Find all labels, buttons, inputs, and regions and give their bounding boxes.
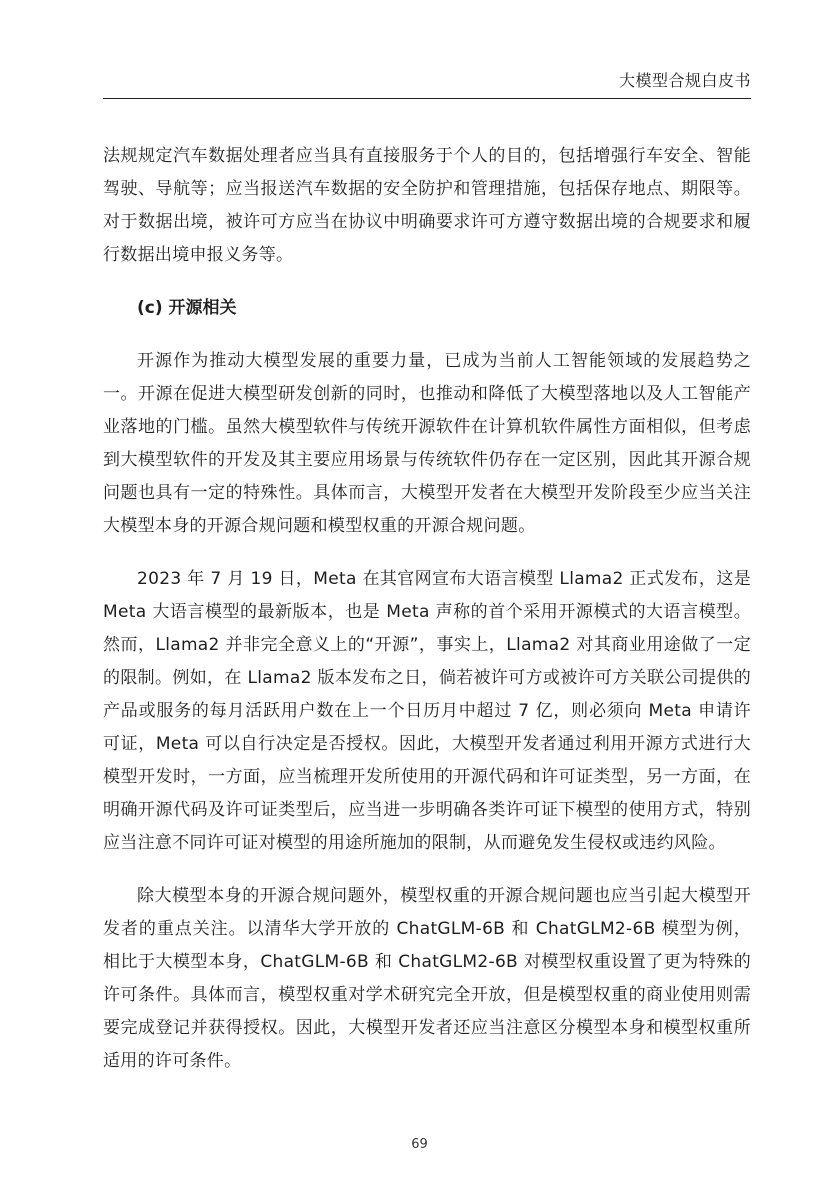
section-heading: (c) 开源相关 (137, 298, 237, 318)
header-title: 大模型合规白皮书 (618, 71, 751, 90)
paragraph-4: 除大模型本身的开源合规问题外，模型权重的开源合规问题也应当引起大模型开发者的重点关注。以清华大学开放的 ChatGLM-6B 和 ChatGLM2-6B 模型为例，相比于大模型本身，ChatGLM-6B 和 ChatGLM2-6B 对模型权重设置了更为特殊的许可条件。具体而言，模型权重对学术研究完全开放，但是模型权重的商业使用则需要完成登记并获得授权。因此，大模型开发者还应当注意区分模型本身和模型权重所适用的许可条件。 (103, 886, 751, 1071)
page-number: 69 (411, 1137, 428, 1152)
header-divider (103, 98, 751, 99)
paragraph-2: 开源作为推动大模型发展的重要力量，已成为当前人工智能领域的发展趋势之一。开源在促进大模型研发创新的同时，也推动和降低了大模型落地以及人工智能产业落地的门槛。虽然大模型软件与传统开源软件在计算机软件属性方面相似，但考虑到大模型软件的开发及其主要应用场景与传统软件仍存在一定区别，因此其开源合规问题也具有一定的特殊性。具体而言，大模型开发者在大模型开发阶段至少应当关注大模型本身的开源合规问题和模型权重的开源合规问题。 (103, 351, 751, 536)
page-body (103, 140, 751, 1078)
paragraph-1: 法规规定汽车数据处理者应当具有直接服务于个人的目的，包括增强行车安全、智能驾驶、导航等；应当报送汽车数据的安全防护和管理措施，包括保存地点、期限等。对于数据出境，被许可方应当在协议中明确要求许可方遵守数据出境的合规要求和履行数据出境申报义务等。 (103, 146, 751, 265)
paragraph-3: 2023 年 7 月 19 日，Meta 在其官网宣布大语言模型 Llama2 正式发布，这是 Meta 大语言模型的最新版本，也是 Meta 声称的首个采用开源模式的大语言模型。然而，Llama2 并非完全意义上的“开源”，事实上，Llama2 对其商业用途做了一定的限制。例如，在 Llama2 版本发布之日，倘若被许可方或被许可方关联公司提供的产品或服务的每月活跃用户数在上一个日历月中超过 7 亿，则必须向 Meta 申请许可证，Meta 可以自行决定是否授权。因此，大模型开发者通过利用开源方式进行大模型开发时，一方面，应当梳理开发所使用的开源代码和许可证类型，另一方面，在明确开源代码及许可证类型后，应当进一步明确各类许可证下模型的使用方式，特别应当注意不同许可证对模型的用途所施加的限制，从而避免发生侵权或违约风险。 (103, 569, 751, 853)
